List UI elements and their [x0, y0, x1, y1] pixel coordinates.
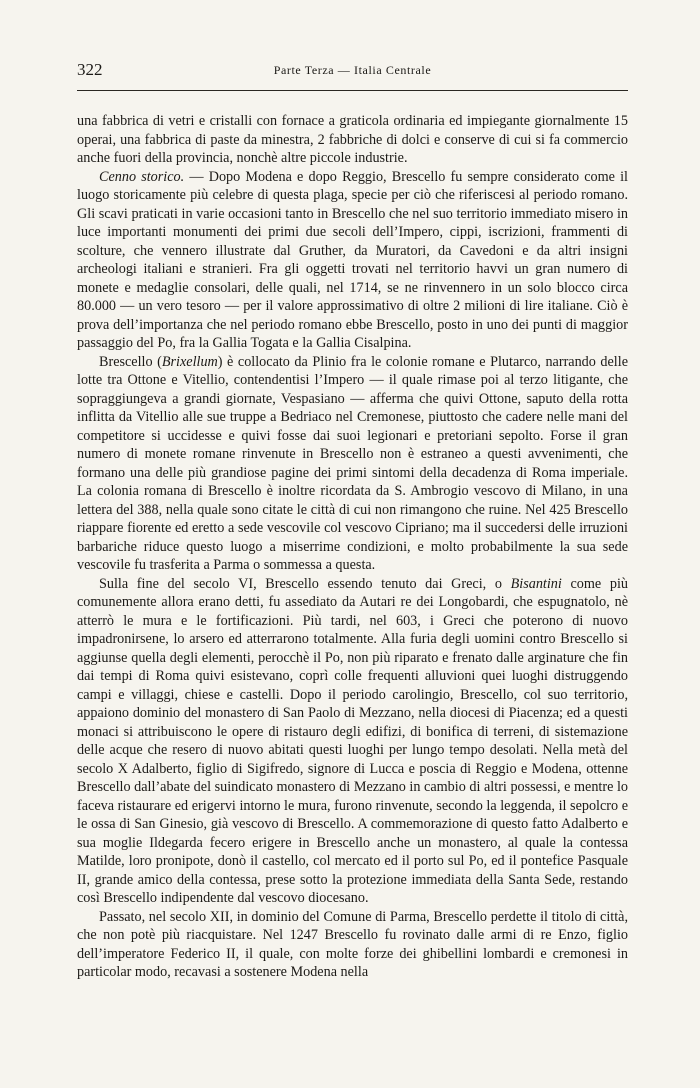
- running-title: Parte Terza — Italia Centrale: [273, 63, 432, 77]
- paragraph-3: Brescello (Brixellum) è collocato da Plinio fra le colonie romane e Plutarco, narrando delle lotte tra Ottone e Vitellio, contendentisi l’Impero — il quale rimase poi al terzo litigante, che sopraggiungeva a grandi giornate, Vespasiano — afferma che quivi Ottone, saputo della rotta inflitta da Vitellio alle sue truppe a Bedriaco nel Cremonese, piuttosto che cadere nelle mani del competitore si uccidesse e quivi fosse dai suoi legionari e pretoriani sepolto. Forse il gran numero di monete romane rinvenute in Brescello non è estraneo a questi avvenimenti, che formano una delle più grandiose pagine dei primi sintomi della decadenza di Roma imperiale. La colonia romana di Brescello è inoltre ricordata da S. Ambrogio vescovo di Milano, in una lettera del 388, nella quale sono citate le città di cui non rimangono che ruine. Nel 425 Brescello riappare fiorente ed eretto a sede vescovile col vescovo Cipriano; ma il succedersi delle irruzioni barbariche riduce questo luogo a miserrime condizioni, e molto probabilmente la sua sede vescovile fu trasferita a Parma o sommessa a questa.: [77, 353, 628, 573]
- paragraph-5: Passato, nel secolo XII, in dominio del Comune di Parma, Brescello perdette il titolo di città, che non potè più riacquistare. Nel 1247 Brescello fu rovinato dalle armi di re Enzo, figlio dell’imperatore Federico II, il quale, con molte forze dei ghibellini lombardi e cremonesi in particolar modo, recavasi a sostenere Modena nella: [77, 908, 628, 980]
- paragraph-2: Cenno storico. — Dopo Modena e dopo Reggio, Brescello fu sempre considerato come il luogo storicamente più celebre di questa plaga, specie per ciò che riferiscesi al periodo romano. Gli scavi praticati in varie occasioni tanto in Brescello che nel suo territorio immediato misero in luce importanti monumenti dei primi due secoli dell’Impero, cippi, iscrizioni, frammenti di scolture, che vennero illustrate dal Gruther, da Muratori, da Cavedoni e da altri insigni archeologi italiani e stranieri. Fra gli oggetti trovati nel territorio havvi un gran numero di monete e medaglie consolari, delle quali, nel 1714, se ne rinvennero in un solo blocco circa 80.000 — un vero tesoro — per il valore approssimativo di oltre 2 milioni di lire italiane. Ciò è prova dell’importanza che nel periodo romano ebbe Brescello, posto in uno dei punti di maggior passaggio del Po, fra la Gallia Togata e la Gallia Cisalpina.: [77, 168, 628, 351]
- section-heading: Cenno storico.: [99, 168, 185, 185]
- page-header: [77, 58, 628, 84]
- body-text: [77, 112, 628, 982]
- paragraph-1: una fabbrica di vetri e cristalli con fornace a graticola ordinaria ed impiegante giornalmente 15 operai, una fabbrica di paste da minestra, 2 fabbriche di dolci e conserve di cui si fa commercio anche fuori della provincia, nonchè altre piccole industrie.: [77, 113, 628, 166]
- header-rule: [77, 90, 628, 91]
- paragraph-4: Sulla fine del secolo VI, Brescello essendo tenuto dai Greci, o Bisantini come più comunemente allora erano detti, fu assediato da Autari re dei Longobardi, che espugnatolo, nè atterrò le mura e le fortificazioni. Più tardi, nel 603, i Greci che poterono di nuovo impadronirsene, lo arsero ed atterrarono totalmente. Alla furia degli uomini contro Brescello si aggiunse quella degli elementi, perocchè il Po, non più riparato e frenato dalle arginature che fin dai tempi di Roma quivi esistevano, coprì colle frequenti alluvioni quei luoghi distruggendo campi e villaggi, chiese e castelli. Dopo il periodo carolingio, Brescello, col suo territorio, appaiono dominio del monastero di San Paolo di Mezzano, nella diocesi di Piacenza; ed a questi monaci si attribuiscono le opere di ristauro degli edifizi, di bonifica di terreni, di sistemazione delle acque che resero di nuovo abitati questi luoghi per lungo tempo desolati. Nella metà del secolo X Adalberto, figlio di Sigifredo, signore di Lucca e poscia di Reggio e Modena, ottenne Brescello dall’abate del suindicato monastero di Mezzano in cambio di altri possessi, e mentre lo faceva ristaurare ed erigervi intorno le mura, furono rinvenute, secondo la leggenda, il sepolcro e le ossa di San Ginesio, già vescovo di Brescello. A commemorazione di questo fatto Adalberto e sua moglie Ildegarda fecero erigere in Brescello anche un monastero, al quale la contessa Matilde, loro pronipote, donò il castello, col mercato ed il porto sul Po, ed il pontefice Pasquale II, grande amico della contessa, prese sotto la protezione immediata della Santa Sede, restando così Brescello indipendente dal vescovo diocesano.: [77, 575, 629, 906]
- page-number: 322: [77, 60, 103, 79]
